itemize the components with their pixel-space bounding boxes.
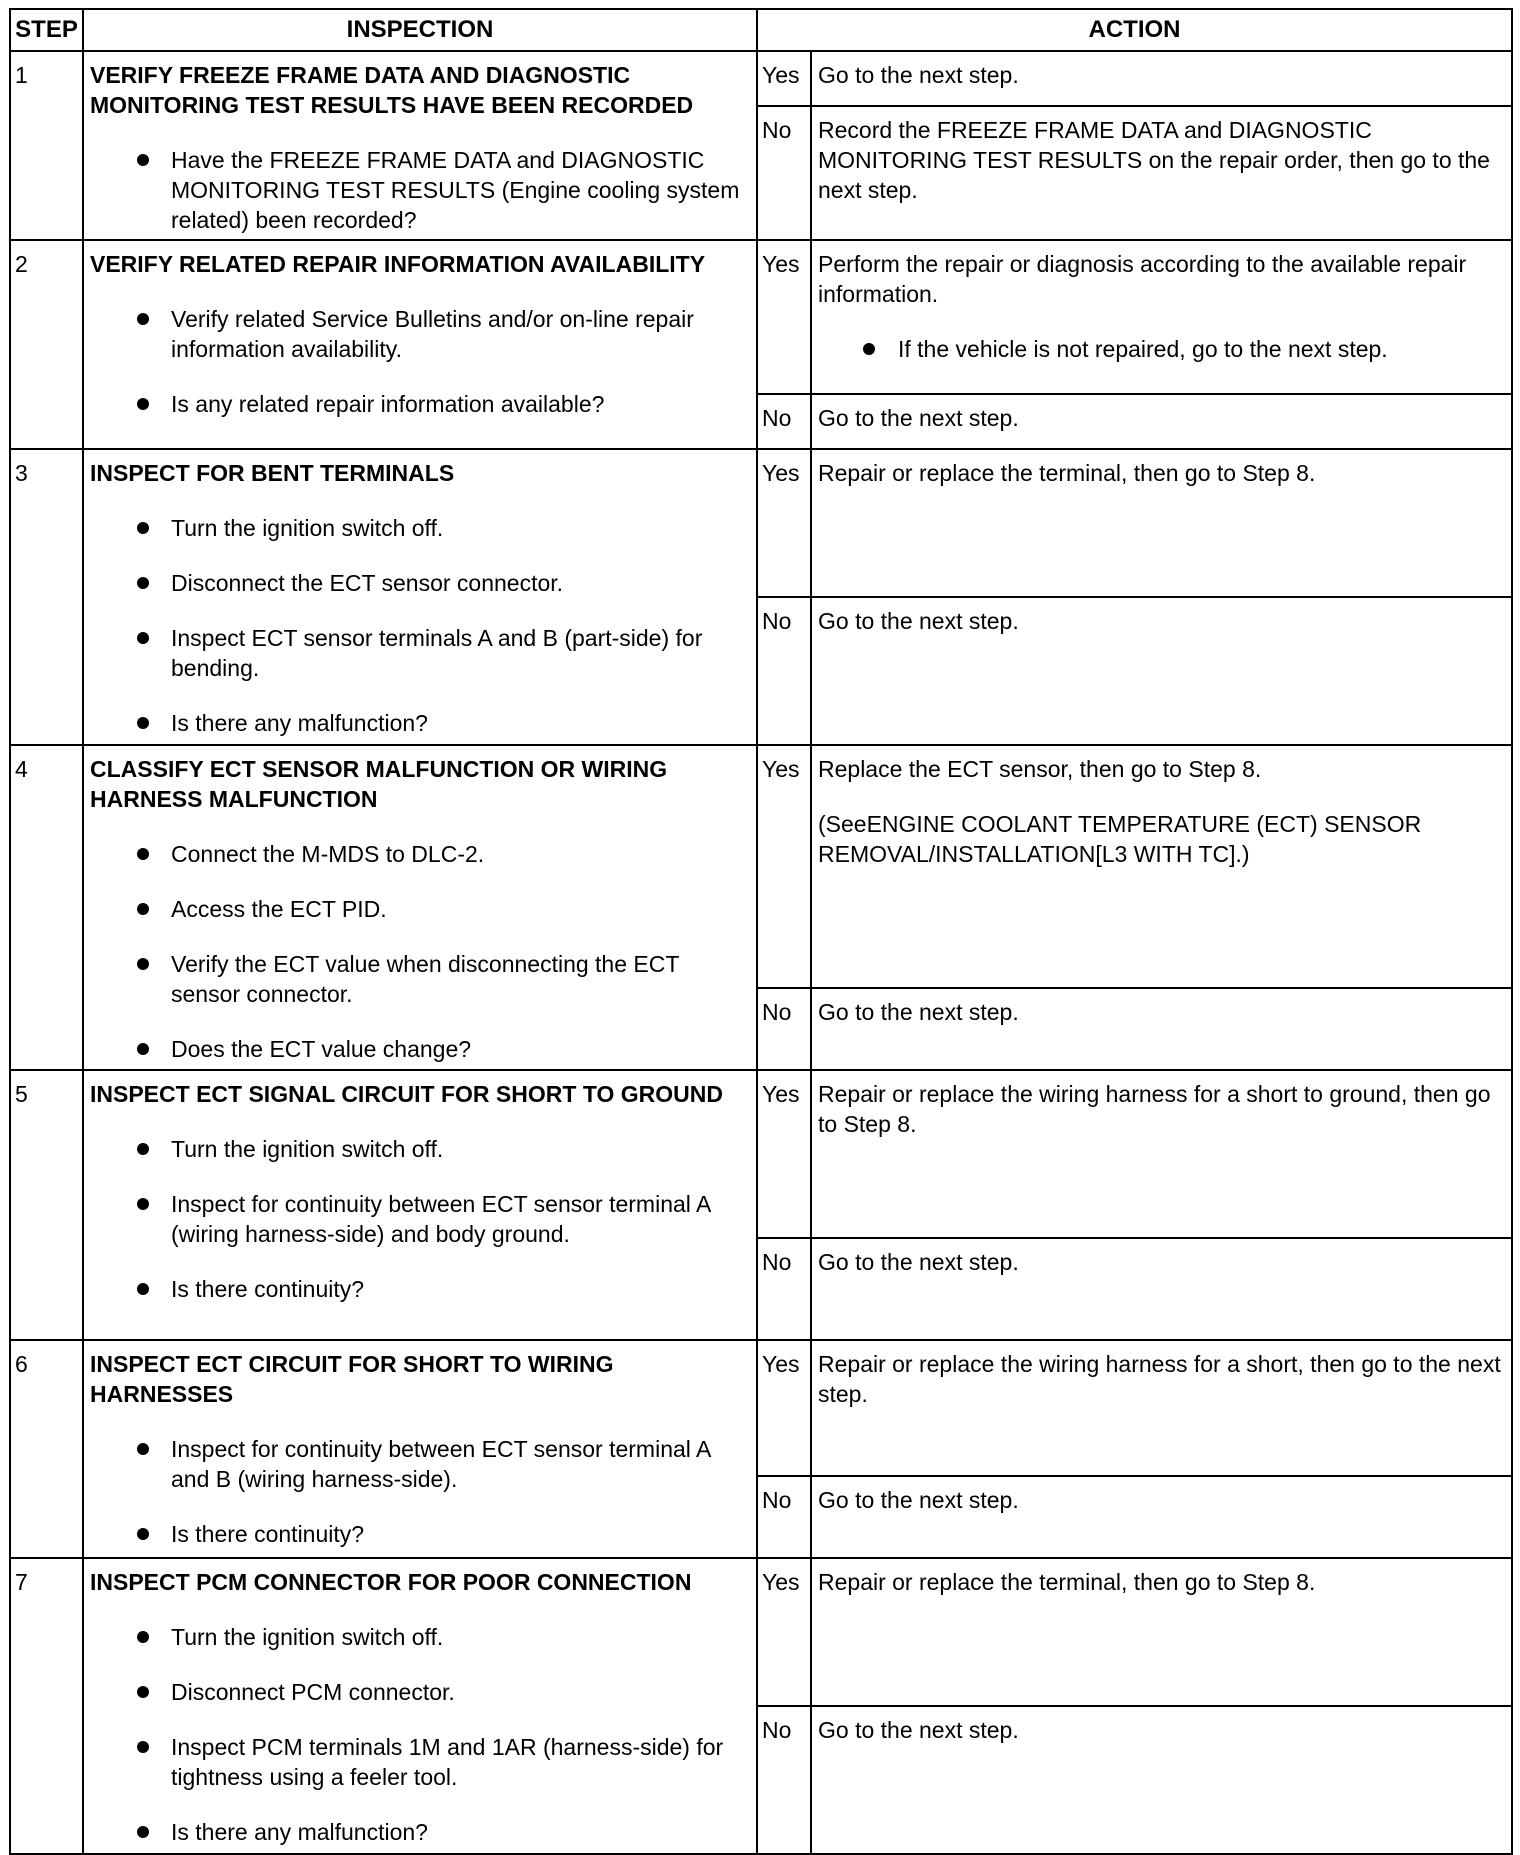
bullet-icon: [137, 313, 149, 325]
yes-label: Yes: [757, 449, 811, 597]
step-number: 2: [10, 240, 83, 449]
bullet-icon: [137, 577, 149, 589]
bullet-icon: [137, 1528, 149, 1540]
no-label: No: [757, 1476, 811, 1558]
no-label: No: [757, 1238, 811, 1340]
inspection-cell: [83, 1558, 757, 1854]
no-action: Go to the next step.: [811, 1476, 1512, 1558]
bullet-icon: [137, 903, 149, 915]
step-title: VERIFY FREEZE FRAME DATA AND DIAGNOSTIC MONITORING TEST RESULTS HAVE BEEN RECORDED: [90, 62, 694, 118]
inspection-item: [90, 389, 750, 419]
bullet-icon: [137, 522, 149, 534]
inspection-item: [90, 1732, 750, 1792]
inspection-item: [90, 513, 750, 543]
bullet-icon: [863, 343, 875, 355]
inspection-item: [90, 894, 750, 924]
step-number: 7: [10, 1558, 83, 1854]
inspection-item: [90, 1817, 750, 1847]
inspection-item: [90, 1622, 750, 1652]
action-note: (SeeENGINE COOLANT TEMPERATURE (ECT) SENSOR REMOVAL/INSTALLATION[L3 WITH TC].): [818, 811, 1422, 867]
bullet-icon: [137, 632, 149, 644]
no-label: No: [757, 106, 811, 240]
inspection-item: [90, 1434, 750, 1494]
inspection-item: [90, 839, 750, 869]
inspection-item-text: Does the ECT value change?: [171, 1036, 472, 1062]
inspection-cell: [83, 745, 757, 1070]
no-label: No: [757, 597, 811, 745]
bullet-icon: [137, 1686, 149, 1698]
step-title: INSPECT FOR BENT TERMINALS: [90, 460, 455, 486]
no-label: No: [757, 1706, 811, 1854]
step-row: [10, 449, 1512, 597]
inspection-item-text: Have the FREEZE FRAME DATA and DIAGNOSTIC MONITORING TEST RESULTS (Engine cooling system related) been recorded?: [171, 147, 740, 233]
yes-action: Repair or replace the terminal, then go to Step 8.: [811, 1558, 1512, 1706]
step-title: CLASSIFY ECT SENSOR MALFUNCTION OR WIRING HARNESS MALFUNCTION: [90, 756, 668, 812]
inspection-item: [90, 304, 750, 364]
inspection-cell: [83, 51, 757, 240]
yes-label: Yes: [757, 745, 811, 988]
no-action: Record the FREEZE FRAME DATA and DIAGNOSTIC MONITORING TEST RESULTS on the repair order, then go to the next step.: [811, 106, 1512, 240]
header-action: ACTION: [757, 9, 1512, 51]
bullet-icon: [137, 1741, 149, 1753]
inspection-item-text: Inspect for continuity between ECT sensor terminal A (wiring harness-side) and body ground.: [171, 1191, 711, 1247]
inspection-cell: [83, 449, 757, 745]
no-action: Go to the next step.: [811, 394, 1512, 449]
bullet-icon: [137, 154, 149, 166]
yes-action: Repair or replace the terminal, then go to Step 8.: [811, 449, 1512, 597]
step-title: VERIFY RELATED REPAIR INFORMATION AVAILABILITY: [90, 251, 706, 277]
bullet-icon: [137, 1631, 149, 1643]
inspection-item-text: Is there continuity?: [171, 1521, 365, 1547]
action-item: [818, 334, 1505, 364]
yes-action: Go to the next step.: [811, 51, 1512, 106]
step-row: [10, 51, 1512, 106]
inspection-item: [90, 623, 750, 683]
no-action: Go to the next step.: [811, 597, 1512, 745]
inspection-item-text: Is there any malfunction?: [171, 710, 428, 736]
header-step: STEP: [10, 9, 83, 51]
bullet-icon: [137, 848, 149, 860]
no-label: No: [757, 394, 811, 449]
step-row: [10, 745, 1512, 988]
step-row: [10, 1340, 1512, 1476]
inspection-item-text: Connect the M-MDS to DLC-2.: [171, 841, 485, 867]
no-action: Go to the next step.: [811, 1706, 1512, 1854]
inspection-cell: [83, 1340, 757, 1558]
bullet-icon: [137, 1198, 149, 1210]
yes-label: Yes: [757, 1558, 811, 1706]
inspection-item-text: Turn the ignition switch off.: [171, 1624, 444, 1650]
yes-action-cell: [811, 745, 1512, 988]
step-number: 5: [10, 1070, 83, 1340]
yes-action: Repair or replace the wiring harness for a short, then go to the next step.: [811, 1340, 1512, 1476]
diagnostic-table: [9, 8, 1513, 1855]
yes-label: Yes: [757, 51, 811, 106]
yes-action: Repair or replace the wiring harness for a short to ground, then go to Step 8.: [811, 1070, 1512, 1238]
bullet-icon: [137, 1443, 149, 1455]
inspection-item: [90, 1134, 750, 1164]
header-row: [10, 9, 1512, 51]
inspection-cell: [83, 240, 757, 449]
inspection-item-text: Disconnect PCM connector.: [171, 1679, 455, 1705]
step-title: INSPECT ECT SIGNAL CIRCUIT FOR SHORT TO GROUND: [90, 1081, 723, 1107]
header-inspection: INSPECTION: [83, 9, 757, 51]
inspection-item-text: Inspect ECT sensor terminals A and B (part-side) for bending.: [171, 625, 703, 681]
step-number: 4: [10, 745, 83, 1070]
step-row: [10, 1070, 1512, 1238]
inspection-item-text: Disconnect the ECT sensor connector.: [171, 570, 564, 596]
bullet-icon: [137, 1826, 149, 1838]
no-label: No: [757, 988, 811, 1070]
yes-action: Replace the ECT sensor, then go to Step 8.: [818, 756, 1262, 782]
yes-label: Yes: [757, 1070, 811, 1238]
no-action: Go to the next step.: [811, 1238, 1512, 1340]
inspection-item: [90, 1519, 750, 1549]
inspection-item-text: Turn the ignition switch off.: [171, 515, 444, 541]
action-item-text: If the vehicle is not repaired, go to the next step.: [898, 336, 1388, 362]
inspection-item: [90, 1189, 750, 1249]
bullet-icon: [137, 1043, 149, 1055]
inspection-item-text: Verify the ECT value when disconnecting the ECT sensor connector.: [171, 951, 679, 1007]
inspection-item-text: Is there any malfunction?: [171, 1819, 428, 1845]
inspection-item: [90, 708, 750, 738]
bullet-icon: [137, 958, 149, 970]
bullet-icon: [137, 1283, 149, 1295]
yes-label: Yes: [757, 240, 811, 394]
step-row: [10, 1558, 1512, 1706]
inspection-item: [90, 568, 750, 598]
inspection-item-text: Inspect for continuity between ECT sensor terminal A and B (wiring harness-side).: [171, 1436, 711, 1492]
step-number: 3: [10, 449, 83, 745]
inspection-item: [90, 1677, 750, 1707]
inspection-item-text: Access the ECT PID.: [171, 896, 387, 922]
inspection-item-text: Is there continuity?: [171, 1276, 365, 1302]
step-number: 6: [10, 1340, 83, 1558]
bullet-icon: [137, 1143, 149, 1155]
inspection-item: [90, 949, 750, 1009]
no-action: Go to the next step.: [811, 988, 1512, 1070]
yes-action: Perform the repair or diagnosis according to the available repair information.: [818, 251, 1467, 307]
step-row: [10, 240, 1512, 394]
step-number: 1: [10, 51, 83, 240]
inspection-item: [90, 1274, 750, 1304]
inspection-cell: [83, 1070, 757, 1340]
step-title: INSPECT PCM CONNECTOR FOR POOR CONNECTION: [90, 1569, 692, 1595]
bullet-icon: [137, 717, 149, 729]
inspection-item-text: Turn the ignition switch off.: [171, 1136, 444, 1162]
inspection-item-text: Verify related Service Bulletins and/or on-line repair information availability.: [171, 306, 694, 362]
inspection-item: [90, 145, 750, 235]
inspection-item-text: Inspect PCM terminals 1M and 1AR (harness-side) for tightness using a feeler tool.: [171, 1734, 724, 1790]
inspection-item-text: Is any related repair information available?: [171, 391, 605, 417]
yes-action-cell: [811, 240, 1512, 394]
inspection-item: [90, 1034, 750, 1064]
yes-label: Yes: [757, 1340, 811, 1476]
step-title: INSPECT ECT CIRCUIT FOR SHORT TO WIRING HARNESSES: [90, 1351, 614, 1407]
bullet-icon: [137, 398, 149, 410]
